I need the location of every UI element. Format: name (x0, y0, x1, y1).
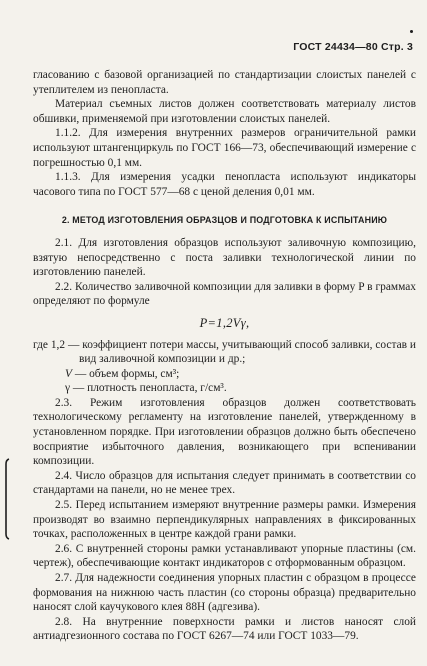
paragraph-1-1-2: 1.1.2. Для измерения внутренних размеров ограничительной рамки используют штангенциркуль по ГОСТ 166—73, обеспечивающий измерение с погрешностью 0,1 мм. (33, 127, 416, 169)
paragraph-2-5: 2.5. Перед испытанием измеряют внутренние размеры рамки. Измерения производят во взаимно перпендикулярных направлениях в фиксированных точках, расположенных в центре каждой грани рамки. (33, 499, 416, 541)
paragraph-2-6: 2.6. С внутренней стороны рамки устанавливают упорные пластины (см. чертеж), обеспечивающие контакт индикаторов с отформованным образцом. (33, 542, 416, 570)
paragraph: Материал съемных листов должен соответствовать материалу листов обшивки, применяемой при изготовлении слоистых панелей. (33, 98, 416, 125)
document-body (33, 68, 416, 644)
where-list (33, 338, 416, 396)
paragraph-2-4: 2.4. Число образцов для испытания следует принимать в соответствии со стандартами на панели, но не менее трех. (33, 469, 416, 497)
where-item (33, 338, 416, 367)
page-header: ГОСТ 24434—80 Стр. 3 (293, 41, 413, 53)
paragraph-2-2: 2.2. Количество заливочной композиции для заливки в форму P в граммах определяют по формуле (33, 280, 416, 308)
section-heading: 2. МЕТОД ИЗГОТОВЛЕНИЯ ОБРАЗЦОВ И ПОДГОТОВКА К ИСПЫТАНИЮ (61, 215, 388, 226)
where-key: где 1,2 (33, 338, 66, 351)
paragraph-2-3: 2.3. Режим изготовления образцов должен соответствовать технологическому регламенту на изготовление панелей, утвержденному в установленном порядке. При изготовлении образцов должно быть обеспечено восприятие избыточного давления, возникающего при вспенивании композиции. (33, 396, 416, 468)
where-item (33, 381, 416, 396)
page-mark (410, 30, 413, 33)
paragraph: гласованию с базовой организацией по стандартизации слоистых панелей с утеплителем из пенопласта. (33, 69, 416, 96)
paragraph-2-8: 2.8. На внутренние поверхности рамки и листов наносят слой антиадгезионного состава по ГОСТ 6267—74 или ГОСТ 1033—79. (33, 615, 416, 643)
where-key: γ (65, 382, 71, 395)
paragraph-1-1-3: 1.1.3. Для измерения усадки пенопласта используют индикаторы часового типа по ГОСТ 577—68 с ценой деления 0,01 мм. (33, 171, 416, 198)
formula: P=1,2Vγ, (199, 315, 250, 330)
margin-bracket-mark (4, 458, 10, 540)
where-text: — коэффициент потери массы, учитывающий способ заливки, состав и вид заливочной композиции и др.; (67, 338, 416, 366)
paragraph-2-7: 2.7. Для надежности соединения упорных пластин с образцом в процессе формования на нижнюю часть пластин (со стороны образца) предварительно наносят слой каучукового клея 88Н (адгезива). (33, 572, 416, 614)
where-text: — объем формы, см³; (74, 367, 180, 380)
where-item (33, 367, 416, 382)
paragraph-2-1: 2.1. Для изготовления образцов используют заливочную композицию, взятую непосредственно с поста заливки технологической линии по изготовлению панелей. (33, 236, 416, 279)
where-key: V (65, 367, 72, 380)
where-text: — плотность пенопласта, г/см³. (72, 382, 227, 395)
